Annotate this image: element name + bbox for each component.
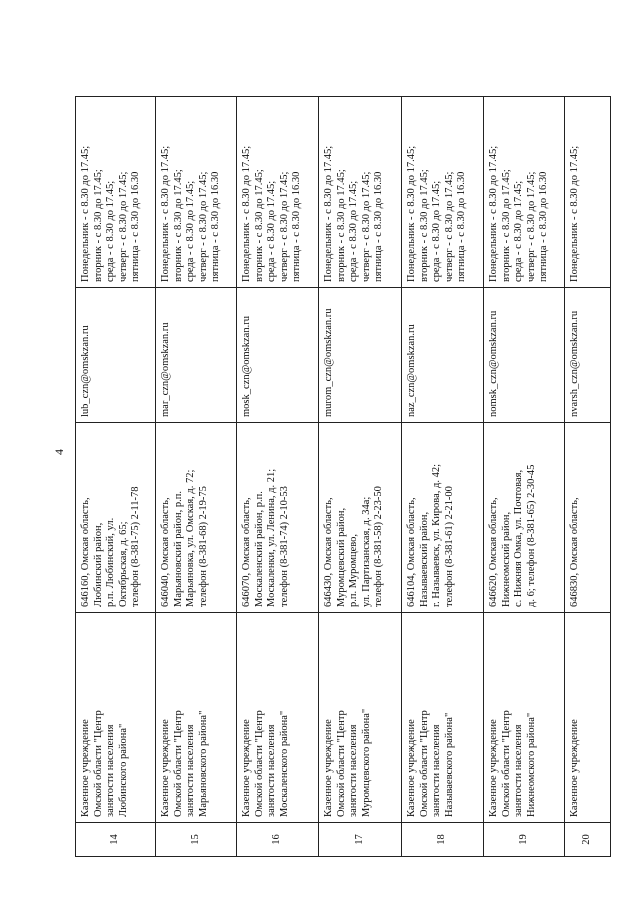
institution-name: Казенное учреждение Омской области "Центр занятости населения Марьяновского района" — [156, 613, 237, 823]
row-number: 18 — [402, 823, 484, 857]
table-row — [402, 97, 484, 857]
institution-address: 646070, Омская область, Москаленский район, р.п. Москаленки, ул. Ленина, д. 21; телефон (8-381-74) 2-10-53 — [237, 423, 319, 613]
table-row — [319, 97, 402, 857]
working-hours: Понедельник - с 8.30 до 17.45; вторник - с 8.30 до 17.45; среда - с 8.30 до 17.45; четверг - с 8.30 до 17.45; пятница - с 8.30 до 16.30 — [237, 97, 319, 288]
row-number: 17 — [319, 823, 402, 857]
institution-name: Казенное учреждение — [565, 613, 611, 823]
institution-email: nomsk_czn@omskzan.ru — [484, 288, 565, 423]
table-row — [156, 97, 237, 857]
institution-address: 646830, Омская область, — [565, 423, 611, 613]
institution-name: Казенное учреждение Омской области "Центр занятости населения Москаленского района" — [237, 613, 319, 823]
row-number: 19 — [484, 823, 565, 857]
institution-address: 646160, Омская область, Любинский район, р.п. Любинский, ул. Октябрьская, д. 65; телефон (8-381-75) 2-11-78 — [76, 423, 156, 613]
working-hours: Понедельник - с 8.30 до 17.45; вторник - с 8.30 до 17.45; среда - с 8.30 до 17.45; четверг - с 8.30 до 17.45; пятница - с 8.30 до 16.30 — [319, 97, 402, 288]
row-number: 20 — [565, 823, 611, 857]
table-row — [484, 97, 565, 857]
working-hours: Понедельник - с 8.30 до 17.45; вторник - с 8.30 до 17.45; среда - с 8.30 до 17.45; четверг - с 8.30 до 17.45; пятница - с 8.30 до 16.30 — [484, 97, 565, 288]
institution-email: murom_czn@omskzan.ru — [319, 288, 402, 423]
institution-name: Казенное учреждение Омской области "Центр занятости населения Нижнеомского района" — [484, 613, 565, 823]
institution-email: mar_czn@omskzan.ru — [156, 288, 237, 423]
employment-centers-table — [75, 96, 611, 857]
institution-address: 646620, Омская область, Нижнеомский район, с. Нижняя Омка, ул. Почтовая, д. 6; телефон (8-381-65) 2-30-45 — [484, 423, 565, 613]
institution-email: lub_czn@omskzan.ru — [76, 288, 156, 423]
table-row — [565, 97, 611, 857]
row-number: 15 — [156, 823, 237, 857]
row-number: 14 — [76, 823, 156, 857]
institution-name: Казенное учреждение Омской области "Центр занятости населения Называевского района" — [402, 613, 484, 823]
working-hours: Понедельник - с 8.30 до 17.45; вторник - с 8.30 до 17.45; среда - с 8.30 до 17.45; четверг - с 8.30 до 17.45; пятница - с 8.30 до 16.30 — [156, 97, 237, 288]
institution-email: mosk_czn@omskzan.ru — [237, 288, 319, 423]
institution-email: naz_czn@omskzan.ru — [402, 288, 484, 423]
institution-name: Казенное учреждение Омской области "Центр занятости населения Любинского района" — [76, 613, 156, 823]
institution-email: nvarsh_czn@omskzan.ru — [565, 288, 611, 423]
working-hours: Понедельник - с 8.30 до 17.45; — [565, 97, 611, 288]
institution-name: Казенное учреждение Омской области "Центр занятости населения Муромцевского района" — [319, 613, 402, 823]
rotated-table-container — [75, 97, 610, 857]
working-hours: Понедельник - с 8.30 до 17.45; вторник - с 8.30 до 17.45; среда - с 8.30 до 17.45; четверг - с 8.30 до 17.45; пятница - с 8.30 до 16.30 — [76, 97, 156, 288]
institution-address: 646430, Омская область, Муромцевский район, р.п. Муромцево, ул. Партизанская, д. 34а; телефон (8-381-58) 2-23-50 — [319, 423, 402, 613]
institution-address: 646104, Омская область, Называевский район, г. Называевск, ул. Кирова, д. 42; телефон (8-381-61) 2-21-00 — [402, 423, 484, 613]
page-number: 4 — [52, 449, 66, 455]
table-row — [76, 97, 156, 857]
row-number: 16 — [237, 823, 319, 857]
working-hours: Понедельник - с 8.30 до 17.45; вторник - с 8.30 до 17.45; среда - с 8.30 до 17.45; четверг - с 8.30 до 17.45; пятница - с 8.30 до 16.30 — [402, 97, 484, 288]
institution-address: 646040, Омская область, Марьяновский район, р.п. Марьяновка, ул. Омская, д. 72; телефон (8-381-68) 2-19-75 — [156, 423, 237, 613]
table-row — [237, 97, 319, 857]
